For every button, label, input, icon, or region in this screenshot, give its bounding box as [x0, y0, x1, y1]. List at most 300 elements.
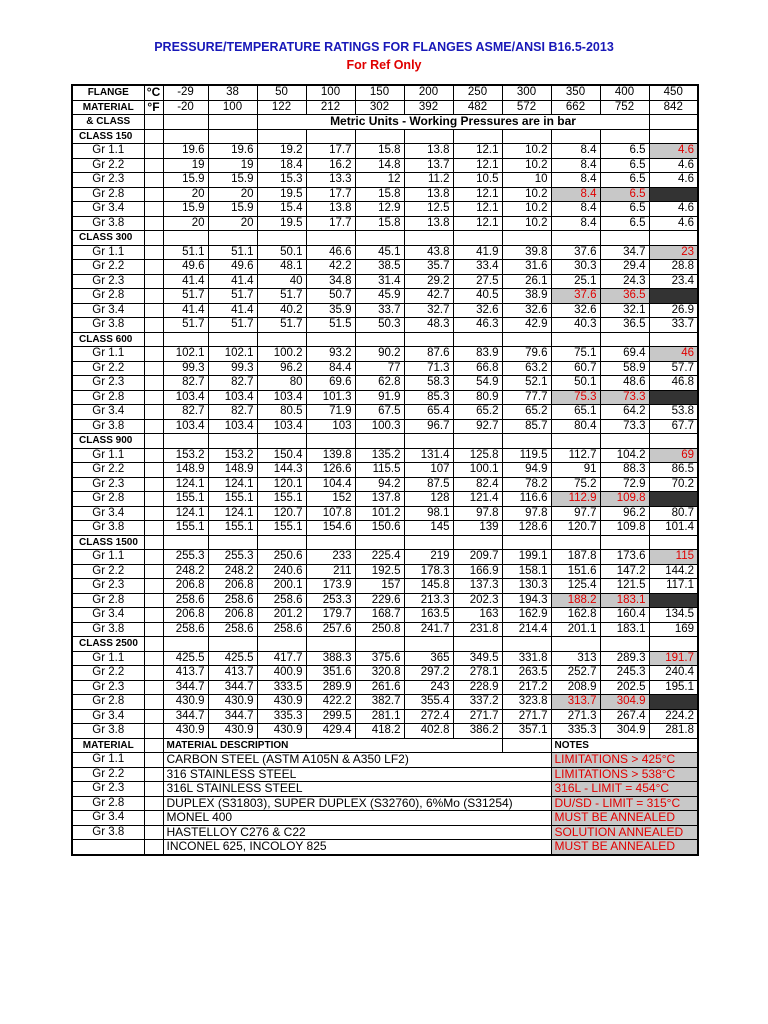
pressure-value: 213.3: [404, 593, 453, 608]
pressure-value: 150.6: [355, 521, 404, 536]
not-rated-cell: [649, 492, 698, 507]
table-row: [72, 709, 698, 724]
pressure-value: 78.2: [502, 477, 551, 492]
pressure-value: 29.4: [600, 260, 649, 275]
grade-label: Gr 2.2: [72, 666, 144, 681]
empty-cell: [208, 434, 257, 449]
pressure-value: 15.9: [208, 202, 257, 217]
grade-label: Gr 1.1: [72, 347, 144, 362]
pressure-value: 120.1: [257, 477, 306, 492]
temp-f: 842: [649, 100, 698, 115]
pressure-value: 15.9: [208, 173, 257, 188]
pressure-value: 8.4: [551, 173, 600, 188]
empty-cell: [144, 622, 163, 637]
pressure-value: 201.1: [551, 622, 600, 637]
pressure-value: 430.9: [163, 695, 208, 710]
pressure-value: 45.9: [355, 289, 404, 304]
pressure-value: 10.2: [502, 202, 551, 217]
pressure-value: 131.4: [404, 448, 453, 463]
pressure-value: 206.8: [163, 579, 208, 594]
grade-label: Gr 3.4: [72, 405, 144, 420]
pressure-value: 155.1: [163, 492, 208, 507]
pressure-value: 57.7: [649, 361, 698, 376]
pressure-value: 6.5: [600, 202, 649, 217]
pressure-value: 124.1: [163, 477, 208, 492]
pressure-value: 289.3: [600, 651, 649, 666]
grade-label: Gr 2.2: [72, 564, 144, 579]
pressure-value: 201.2: [257, 608, 306, 623]
pressure-value: 42.2: [306, 260, 355, 275]
pressure-value: 202.3: [453, 593, 502, 608]
pressure-value: 103.4: [163, 419, 208, 434]
pressure-value: 35.7: [404, 260, 453, 275]
pressure-value: 15.4: [257, 202, 306, 217]
pressure-value: 93.2: [306, 347, 355, 362]
empty-cell: [502, 434, 551, 449]
pressure-value: 102.1: [163, 347, 208, 362]
pressure-value: 4.6: [649, 202, 698, 217]
empty-cell: [144, 448, 163, 463]
empty-cell: [257, 332, 306, 347]
material-note: MUST BE ANNEALED: [551, 811, 698, 826]
table-row: [72, 492, 698, 507]
empty-cell: [551, 637, 600, 652]
material-note: SOLUTION ANNEALED: [551, 825, 698, 840]
pressure-value: 124.1: [208, 477, 257, 492]
pressure-value: 104.4: [306, 477, 355, 492]
table-row: [72, 521, 698, 536]
pressure-value: 208.9: [551, 680, 600, 695]
pressure-value: 103: [306, 419, 355, 434]
celsius-unit: °C: [144, 85, 163, 100]
pressure-value: 12.1: [453, 216, 502, 231]
grade-label: Gr 1.1: [72, 448, 144, 463]
empty-cell: [649, 231, 698, 246]
table-row: [72, 666, 698, 681]
pressure-value: 94.2: [355, 477, 404, 492]
empty-cell: [144, 376, 163, 391]
pressure-value: 258.6: [208, 622, 257, 637]
pressure-value: 97.8: [502, 506, 551, 521]
grade-label: Gr 2.2: [72, 463, 144, 478]
pressure-value: 430.9: [208, 724, 257, 739]
grade-label: Gr 2.8: [72, 289, 144, 304]
table-row: [72, 564, 698, 579]
grade-label: Gr 2.8: [72, 593, 144, 608]
table-row: [72, 579, 698, 594]
pressure-value: 6.5: [600, 173, 649, 188]
pressure-value: 335.3: [257, 709, 306, 724]
material-description: 316L STAINLESS STEEL: [163, 782, 551, 797]
pressure-value: 116.6: [502, 492, 551, 507]
pressure-value: 90.2: [355, 347, 404, 362]
pressure-value: 333.5: [257, 680, 306, 695]
pressure-value: 195.1: [649, 680, 698, 695]
pressure-value: 344.7: [163, 680, 208, 695]
empty-cell: [306, 129, 355, 144]
empty-cell: [600, 231, 649, 246]
pressure-value: 34.7: [600, 245, 649, 260]
description-col-header: MATERIAL DESCRIPTION: [163, 738, 502, 753]
pressure-value: 98.1: [404, 506, 453, 521]
pressure-value: 4.6: [649, 173, 698, 188]
pressure-value: 42.9: [502, 318, 551, 333]
pressure-value: 8.4: [551, 158, 600, 173]
pressure-value: 209.7: [453, 550, 502, 565]
grade-label: Gr 2.2: [72, 361, 144, 376]
pressure-value: 240.6: [257, 564, 306, 579]
empty-cell: [355, 637, 404, 652]
empty-cell: [306, 535, 355, 550]
pressure-value: 214.4: [502, 622, 551, 637]
empty-cell: [306, 332, 355, 347]
pressure-value: 82.7: [208, 405, 257, 420]
pressure-value: 96.2: [600, 506, 649, 521]
pressure-value: 51.7: [208, 289, 257, 304]
pressure-value: 80.5: [257, 405, 306, 420]
pressure-value: 77.7: [502, 390, 551, 405]
pressure-value: 100.1: [453, 463, 502, 478]
pressure-value: 52.1: [502, 376, 551, 391]
empty-cell: [144, 680, 163, 695]
empty-cell: [144, 144, 163, 159]
pressure-value: 53.8: [649, 405, 698, 420]
empty-cell: [649, 115, 698, 130]
pressure-value: 100.2: [257, 347, 306, 362]
pressure-value: 19.2: [257, 144, 306, 159]
class-label: CLASS 1500: [72, 535, 144, 550]
temp-f: 100: [208, 100, 257, 115]
pressure-value: 51.7: [257, 318, 306, 333]
grade-label: Gr 3.8: [72, 521, 144, 536]
material-grade: Gr 3.8: [72, 825, 144, 840]
pressure-value: 152: [306, 492, 355, 507]
table-row: [72, 303, 698, 318]
empty-cell: [144, 579, 163, 594]
pressure-value: 75.2: [551, 477, 600, 492]
table-row: [72, 376, 698, 391]
temp-c: 350: [551, 85, 600, 100]
pressure-value: 20: [163, 187, 208, 202]
pressure-value: 48.6: [600, 376, 649, 391]
pressure-value: 6.5: [600, 158, 649, 173]
material-grade: [72, 840, 144, 855]
pressure-value: 357.1: [502, 724, 551, 739]
table-row: [72, 202, 698, 217]
empty-cell: [453, 129, 502, 144]
temp-c: 300: [502, 85, 551, 100]
pressure-value: 117.1: [649, 579, 698, 594]
temp-f: 122: [257, 100, 306, 115]
empty-cell: [144, 347, 163, 362]
empty-cell: [144, 608, 163, 623]
temp-c: -29: [163, 85, 208, 100]
pressure-value: 206.8: [208, 608, 257, 623]
pressure-value: 103.4: [208, 419, 257, 434]
pressure-value: 252.7: [551, 666, 600, 681]
temp-f: 392: [404, 100, 453, 115]
pressure-value: 271.3: [551, 709, 600, 724]
empty-cell: [649, 535, 698, 550]
pressure-value: 109.8: [600, 492, 649, 507]
pressure-value: 32.6: [453, 303, 502, 318]
pressure-value: 365: [404, 651, 453, 666]
pressure-value: 32.7: [404, 303, 453, 318]
pressure-value: 6.5: [600, 144, 649, 159]
pressure-value: 97.8: [453, 506, 502, 521]
table-row: [72, 550, 698, 565]
empty-cell: [144, 158, 163, 173]
pressure-value: 188.2: [551, 593, 600, 608]
pressure-value: 51.1: [208, 245, 257, 260]
pressure-value: 134.5: [649, 608, 698, 623]
pressure-value: 12.9: [355, 202, 404, 217]
pressure-value: 179.7: [306, 608, 355, 623]
empty-cell: [144, 535, 163, 550]
pressure-value: 73.3: [600, 419, 649, 434]
table-row: [72, 361, 698, 376]
empty-cell: [144, 738, 163, 753]
empty-cell: [453, 535, 502, 550]
empty-cell: [306, 231, 355, 246]
temp-f: -20: [163, 100, 208, 115]
notes-col-header: NOTES: [551, 738, 698, 753]
pressure-value: 8.4: [551, 187, 600, 202]
empty-cell: [257, 637, 306, 652]
empty-cell: [144, 767, 163, 782]
pressure-value: 29.2: [404, 274, 453, 289]
pressure-value: 147.2: [600, 564, 649, 579]
empty-cell: [144, 115, 163, 130]
temp-f: 482: [453, 100, 502, 115]
material-grade: Gr 2.3: [72, 782, 144, 797]
pressure-value: 99.3: [163, 361, 208, 376]
pressure-value: 100.3: [355, 419, 404, 434]
material-grade: Gr 2.8: [72, 796, 144, 811]
material-description: INCONEL 625, INCOLOY 825: [163, 840, 551, 855]
material-row: [72, 811, 698, 826]
pressure-value: 148.9: [163, 463, 208, 478]
pressure-value: 151.6: [551, 564, 600, 579]
table-row: [72, 289, 698, 304]
pressure-value: 137.8: [355, 492, 404, 507]
empty-cell: [144, 477, 163, 492]
header-row-class: [72, 115, 698, 130]
pressure-value: 66.8: [453, 361, 502, 376]
pressure-value: 125.4: [551, 579, 600, 594]
pressure-value: 337.2: [453, 695, 502, 710]
pressure-value: 258.6: [257, 622, 306, 637]
empty-cell: [208, 637, 257, 652]
pressure-value: 211: [306, 564, 355, 579]
empty-cell: [144, 260, 163, 275]
class-label: CLASS 150: [72, 129, 144, 144]
class-header-row: [72, 535, 698, 550]
pressure-value: 34.8: [306, 274, 355, 289]
pressure-value: 102.1: [208, 347, 257, 362]
pressure-value: 388.3: [306, 651, 355, 666]
pressure-value: 97.7: [551, 506, 600, 521]
pressure-value: 240.4: [649, 666, 698, 681]
pressure-value: 23: [649, 245, 698, 260]
table-row: [72, 477, 698, 492]
pressure-value: 13.8: [404, 144, 453, 159]
pressure-value: 299.5: [306, 709, 355, 724]
pressure-value: 289.9: [306, 680, 355, 695]
pressure-value: 145: [404, 521, 453, 536]
empty-cell: [208, 231, 257, 246]
table-row: [72, 622, 698, 637]
pressure-value: 115: [649, 550, 698, 565]
pressure-value: 13.7: [404, 158, 453, 173]
grade-label: Gr 2.2: [72, 158, 144, 173]
pressure-value: 103.4: [257, 419, 306, 434]
pressure-value: 429.4: [306, 724, 355, 739]
pressure-value: 125.8: [453, 448, 502, 463]
pressure-value: 99.3: [208, 361, 257, 376]
table-row: [72, 593, 698, 608]
grade-label: Gr 2.3: [72, 579, 144, 594]
pressure-value: 320.8: [355, 666, 404, 681]
empty-cell: [355, 129, 404, 144]
pressure-value: 155.1: [208, 492, 257, 507]
empty-cell: [163, 332, 208, 347]
pressure-value: 58.9: [600, 361, 649, 376]
empty-cell: [502, 332, 551, 347]
pressure-value: 278.1: [453, 666, 502, 681]
pressure-value: 335.3: [551, 724, 600, 739]
pressure-value: 18.4: [257, 158, 306, 173]
metric-units-note: Metric Units - Working Pressures are in bar: [257, 115, 649, 130]
pressure-value: 349.5: [453, 651, 502, 666]
empty-cell: [144, 825, 163, 840]
temp-c: 200: [404, 85, 453, 100]
grade-label: Gr 2.3: [72, 173, 144, 188]
pressure-value: 153.2: [163, 448, 208, 463]
grade-label: Gr 3.8: [72, 216, 144, 231]
page-title: PRESSURE/TEMPERATURE RATINGS FOR FLANGES ASME/ANSI B16.5-2013: [154, 40, 614, 54]
pressure-value: 75.3: [551, 390, 600, 405]
class-label: CLASS 900: [72, 434, 144, 449]
pressure-value: 231.8: [453, 622, 502, 637]
pressure-value: 4.6: [649, 216, 698, 231]
empty-cell: [649, 434, 698, 449]
table-row: [72, 390, 698, 405]
pressure-value: 46.3: [453, 318, 502, 333]
empty-cell: [306, 434, 355, 449]
empty-cell: [453, 231, 502, 246]
pressure-value: 12.1: [453, 202, 502, 217]
pressure-value: 155.1: [257, 521, 306, 536]
empty-cell: [144, 419, 163, 434]
pressure-value: 233: [306, 550, 355, 565]
material-note: DU/SD - LIMIT = 315°C: [551, 796, 698, 811]
grade-label: Gr 2.3: [72, 477, 144, 492]
pressure-value: 46: [649, 347, 698, 362]
temp-c: 150: [355, 85, 404, 100]
empty-cell: [144, 202, 163, 217]
pressure-value: 344.7: [163, 709, 208, 724]
pressure-value: 126.6: [306, 463, 355, 478]
pressure-value: 42.7: [404, 289, 453, 304]
pressure-value: 43.8: [404, 245, 453, 260]
pressure-value: 80: [257, 376, 306, 391]
empty-cell: [144, 651, 163, 666]
empty-cell: [163, 129, 208, 144]
pressure-value: 258.6: [257, 593, 306, 608]
pressure-value: 50.1: [257, 245, 306, 260]
material-grade: Gr 2.2: [72, 767, 144, 782]
pressure-value: 162.9: [502, 608, 551, 623]
pressure-value: 154.6: [306, 521, 355, 536]
empty-cell: [600, 332, 649, 347]
empty-cell: [453, 332, 502, 347]
pressure-value: 48.1: [257, 260, 306, 275]
material-grade: Gr 1.1: [72, 753, 144, 768]
grade-label: Gr 3.4: [72, 506, 144, 521]
empty-cell: [144, 724, 163, 739]
class-label: CLASS 2500: [72, 637, 144, 652]
pressure-value: 103.4: [163, 390, 208, 405]
temp-c: 250: [453, 85, 502, 100]
empty-cell: [144, 709, 163, 724]
pressure-value: 6.5: [600, 187, 649, 202]
pressure-value: 202.5: [600, 680, 649, 695]
grade-label: Gr 2.2: [72, 260, 144, 275]
not-rated-cell: [649, 593, 698, 608]
class-label: CLASS 600: [72, 332, 144, 347]
table-row: [72, 318, 698, 333]
ratings-table-body: [72, 85, 698, 855]
pressure-value: 217.2: [502, 680, 551, 695]
pressure-value: 4.6: [649, 144, 698, 159]
material-description: MONEL 400: [163, 811, 551, 826]
temp-c: 400: [600, 85, 649, 100]
grade-label: Gr 3.4: [72, 303, 144, 318]
pressure-value: 32.6: [502, 303, 551, 318]
pressure-value: 96.7: [404, 419, 453, 434]
empty-cell: [144, 506, 163, 521]
pressure-value: 23.4: [649, 274, 698, 289]
class-label: CLASS 300: [72, 231, 144, 246]
empty-cell: [144, 840, 163, 855]
pressure-value: 65.2: [453, 405, 502, 420]
pressure-value: 25.1: [551, 274, 600, 289]
not-rated-cell: [649, 390, 698, 405]
pressure-value: 69: [649, 448, 698, 463]
empty-cell: [144, 550, 163, 565]
pressure-value: 304.9: [600, 724, 649, 739]
pressure-value: 75.1: [551, 347, 600, 362]
pressure-value: 80.7: [649, 506, 698, 521]
pressure-value: 91: [551, 463, 600, 478]
pressure-value: 6.5: [600, 216, 649, 231]
pressure-value: 36.5: [600, 318, 649, 333]
pressure-value: 425.5: [163, 651, 208, 666]
pressure-value: 33.7: [649, 318, 698, 333]
pressure-value: 19.6: [163, 144, 208, 159]
empty-cell: [551, 535, 600, 550]
pressure-value: 77: [355, 361, 404, 376]
pressure-value: 121.5: [600, 579, 649, 594]
pressure-value: 37.6: [551, 245, 600, 260]
empty-cell: [144, 521, 163, 536]
pressure-value: 17.7: [306, 187, 355, 202]
empty-cell: [163, 637, 208, 652]
pressure-value: 40: [257, 274, 306, 289]
empty-cell: [144, 289, 163, 304]
empty-cell: [502, 535, 551, 550]
